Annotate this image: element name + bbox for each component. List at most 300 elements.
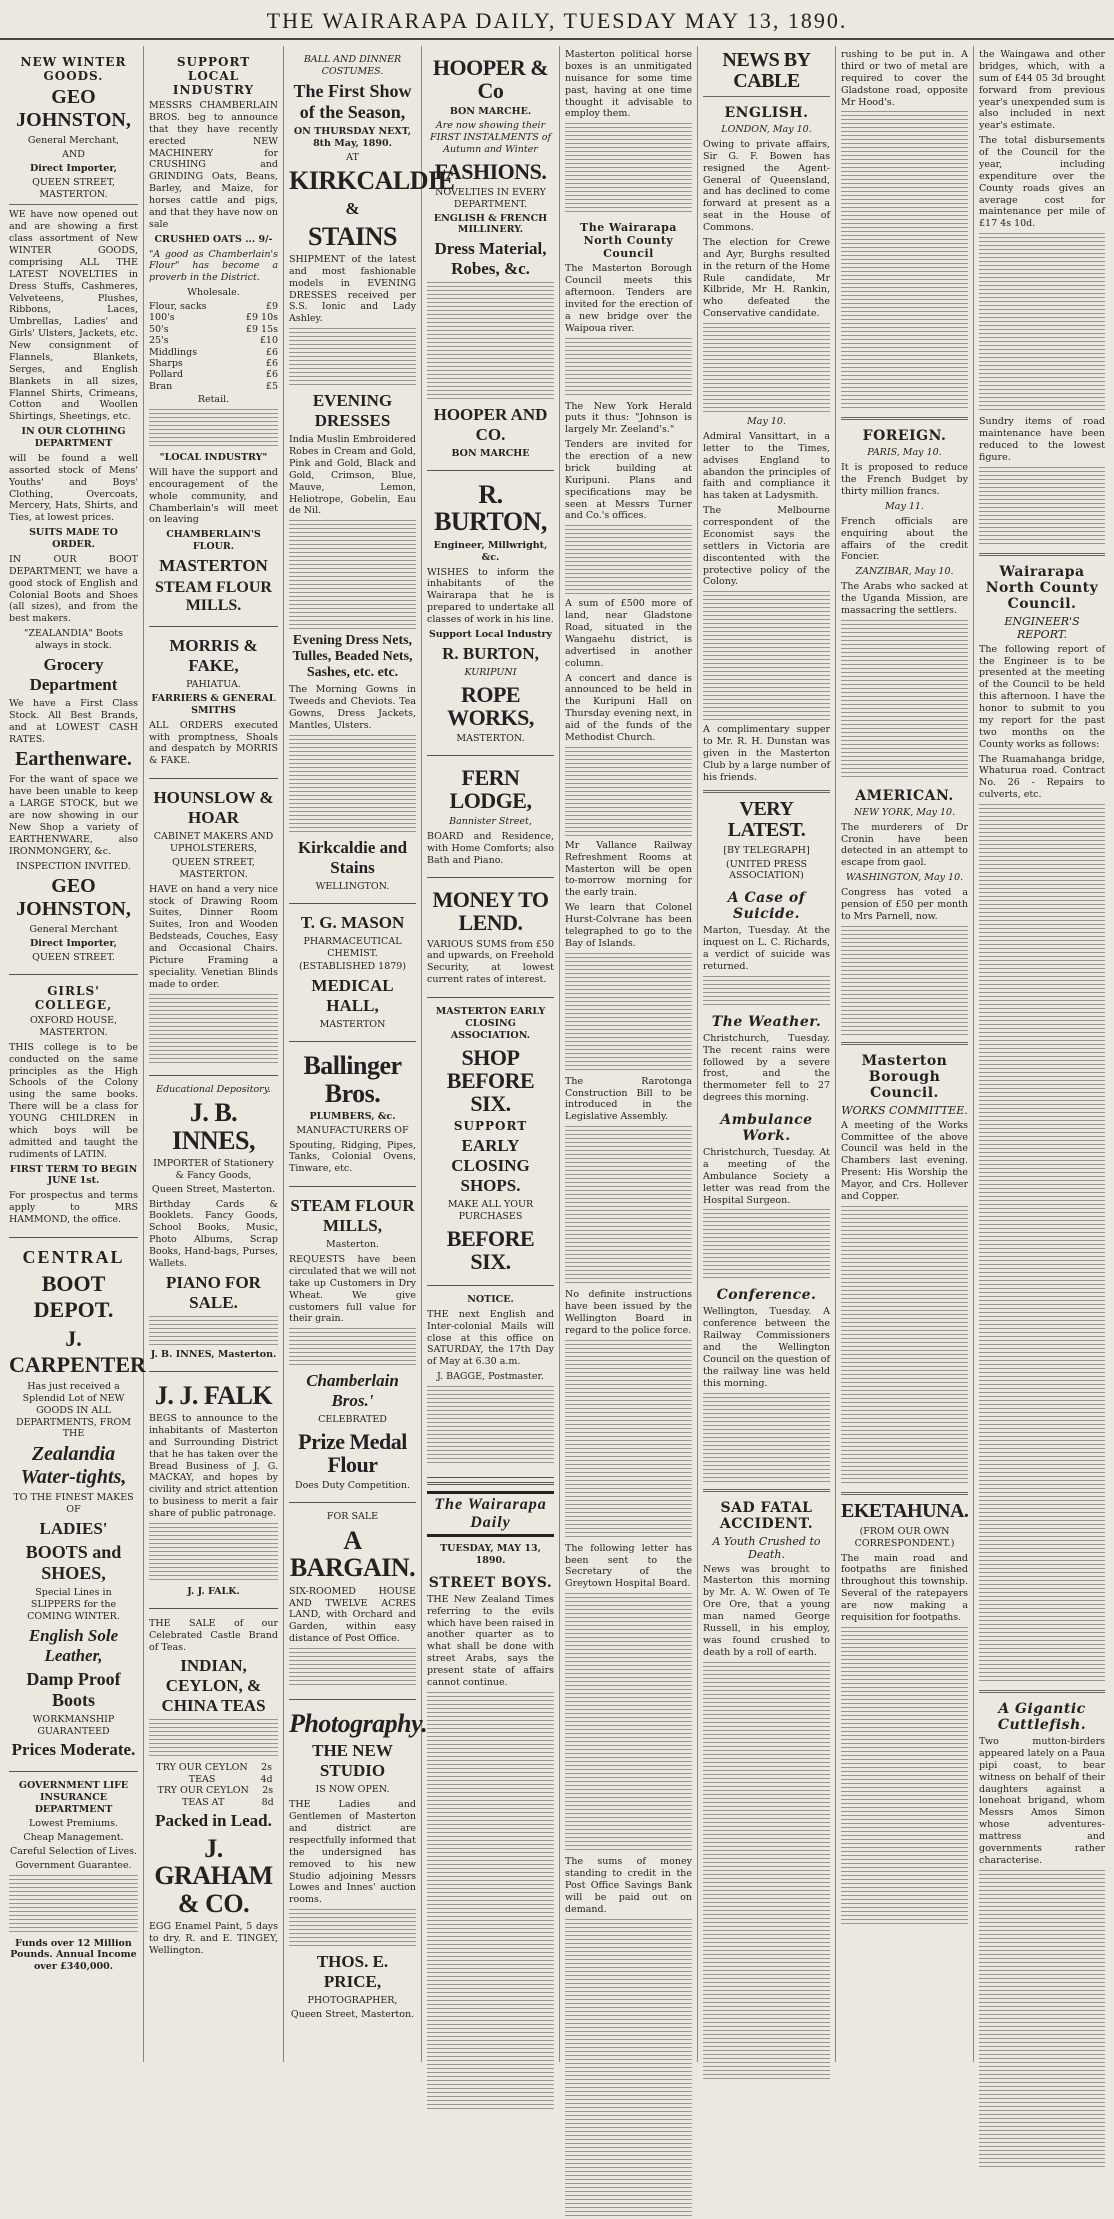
- kuripuni-line: KURIPUNI: [464, 666, 517, 678]
- geo-johnston-name-2: GEO JOHNSTON,: [16, 875, 131, 921]
- news-para: Tenders are invited for the erection of a new brick building at Kuripuni. Plans and specifications may be seen at Messrs Turner and Co.'s offices.: [565, 439, 692, 522]
- fern-lodge-heading: FERN LODGE,: [449, 764, 532, 813]
- dateline: PARIS, May 10.: [867, 447, 942, 459]
- fern-text: BOARD and Residence, with Home Comforts; also Bath and Piano.: [427, 830, 554, 866]
- kirkcaldie-advert: [289, 46, 455, 904]
- hounslow-hoar-advert: [149, 779, 278, 1075]
- established-line: (ESTABLISHED 1879): [298, 961, 407, 973]
- cable-para: The election for Crewe and Ayr, Burghs resulted in the return of the Home Rule candidate, Mr Kilbride, Mr H. Rankin, who defeated the Conservative candidate.: [703, 236, 830, 320]
- prospectus-line: For prospectus and terms apply to MRS HAMMOND, the office.: [9, 1190, 138, 1225]
- news-by-cable-heading: NEWS BY CABLE: [722, 49, 811, 92]
- flour-price-row: [149, 324, 278, 335]
- flour-price-label: Pollard: [149, 369, 184, 381]
- dateline: WASHINGTON, May 10.: [845, 872, 964, 884]
- novelties-line: NOVELTIES IN EVERY DEPARTMENT.: [435, 186, 546, 210]
- news-para: Masterton political horse boxes is an unmitigated nuisance for some time past, having at one time thought it advisable to employ them.: [565, 49, 692, 120]
- role-direct-importer: Direct Importer,: [30, 162, 117, 174]
- innes-text: Birthday Cards & Booklets. Fancy Goods, School Books, Music, Photo Albums, Scrap Books, Hand-bags, Purses, Wallets.: [149, 1198, 278, 1269]
- show-date: ON THURSDAY NEXT, 8th May, 1890.: [293, 125, 412, 149]
- price-heading: THOS. E. PRICE,: [316, 1952, 389, 1992]
- dateline: NEW YORK, May 10.: [853, 806, 956, 818]
- falk-sign: J. J. FALK.: [187, 1585, 240, 1597]
- column-1: [4, 46, 144, 2062]
- editorial-body: [427, 1692, 554, 2112]
- hooper-heading-2: HOOPER AND CO.: [433, 405, 548, 445]
- foreign-para: It is proposed to reduce the French Budget by thirty million francs.: [841, 462, 968, 497]
- support-heading: SUPPORT LOCAL INDUSTRY: [172, 55, 255, 97]
- flour-price-label: 25's: [149, 335, 169, 347]
- morris-text: ALL ORDERS executed with promptness, Shoals and despatch by MORRIS & FAKE.: [149, 719, 278, 767]
- geo-johnston-advert: [9, 46, 138, 975]
- borough-council-heading: Masterton Borough Council.: [861, 1052, 948, 1101]
- piano-fine-print: [149, 1316, 278, 1346]
- hounslow-text: HAVE on hand a very nice stock of Drawing Room Suites, Dinner Room Suites, Iron and Wooden Bedsteads, Couches, Easy and Occasional Chairs. Picture Framing a speciality. Venetian Blinds made to order.: [149, 883, 278, 990]
- new-winter-goods-heading: NEW WINTER GOODS.: [20, 55, 127, 83]
- steam-flour-heading: STEAM FLOUR MILLS,: [290, 1196, 415, 1236]
- crushed-oats-line: CRUSHED OATS ... 9/-: [154, 233, 273, 245]
- continued-para: The total disbursements of the Council for the year, including expenditure over the County roads gives an average cost for maintenance per mile of £17 4s 10d.: [979, 135, 1105, 230]
- continued-body: [979, 467, 1105, 547]
- gowns-fine-print: [289, 735, 416, 835]
- news-para: Mr Vallance Railway Refreshment Rooms at Masterton will be open to-morrow morning for the early train.: [565, 839, 692, 899]
- kirkcaldie-stains-2: Kirkcaldie and Stains: [297, 837, 408, 877]
- prize-medal-heading: Prize Medal Flour: [298, 1429, 407, 1478]
- notice-heading: NOTICE.: [467, 1293, 514, 1305]
- graham-heading: J. GRAHAM & CO.: [154, 1833, 273, 1918]
- rope-works-heading: ROPE WORKS,: [447, 681, 534, 730]
- flour-price-price: £6: [265, 357, 278, 369]
- morris-fake-heading: MORRIS & FAKE,: [169, 636, 258, 675]
- cable-para: A complimentary supper to Mr. R. H. Dunstan was given in the Masterton Club by a large number of his friends.: [703, 724, 830, 783]
- geo-johnston-name: GEO JOHNSTON,: [16, 86, 131, 131]
- engineer-text: The following report of the Engineer is to be presented at the meeting of the Council to be held this afternoon. I have the honor to submit to you my report for the past two months on the County works as follows:: [979, 643, 1105, 750]
- dateline: May 11.: [885, 500, 924, 512]
- price-address: Queen Street, Masterton.: [290, 2009, 415, 2021]
- gov-item: Careful Selection of Lives.: [9, 1845, 138, 1857]
- divider: [703, 790, 830, 793]
- conference-heading: Conference.: [716, 1287, 817, 1304]
- fancy-nets: Evening Dress Nets, Tulles, Beaded Nets, Sashes, etc. etc.: [292, 633, 413, 681]
- steam-text: REQUESTS have been circulated that we will not take up Customers in Dry Wheat. We give customers full value for their grain.: [289, 1254, 416, 1325]
- falk-text: BEGS to announce to the inhabitants of Masterton and Surrounding District that he has taken over the Bread Business of J. G. MACKAY, and hopes by civility and strict attention to business to merit a fair share of public patronage.: [149, 1413, 278, 1520]
- falk-heading: J. J. FALK: [154, 1380, 273, 1410]
- news-para: The sums of money standing to credit in the Post Office Savings Bank will be paid out on demand.: [565, 1856, 692, 1915]
- conference-body: [703, 1393, 830, 1483]
- celebrated-line: CELEBRATED: [318, 1414, 387, 1426]
- bagge-sign: J. BAGGE, Postmaster.: [436, 1371, 545, 1383]
- inspection-line: INSPECTION INVITED.: [16, 860, 131, 872]
- pharm-line: PHARMACEUTICAL CHEMIST.: [303, 935, 402, 959]
- tea-price-price: 2s 8d: [261, 1785, 274, 1808]
- edu-depository: Educational Depository.: [156, 1083, 271, 1095]
- first-show-heading: The First Show of the Season,: [293, 80, 412, 122]
- engineer-report-heading: ENGINEER'S REPORT.: [1004, 614, 1080, 641]
- suicide-text: Marton, Tuesday. At the inquest on L. C. Richards, a verdict of suicide was returned.: [703, 925, 830, 972]
- flour-price-row: [149, 381, 278, 392]
- local-text: Will have the support and encouragement of the whole community, and Chamberlain's will meet on leaving: [149, 466, 278, 526]
- kirkcaldie-text: SHIPMENT of the latest and most fashionable models in EVENING DRESSES received per S.S. Ionic and Lady Ashley.: [289, 253, 416, 325]
- gov-item: Lowest Premiums.: [28, 1818, 119, 1829]
- column-5: [560, 46, 698, 2062]
- gov-item: Cheap Management.: [23, 1831, 124, 1843]
- foreign-para: The Arabs who sacked at the Uganda Mission, are massacring the settlers.: [841, 581, 968, 616]
- divider: [841, 1492, 968, 1495]
- suicide-body: [703, 976, 830, 1006]
- cuttlefish-body: [979, 1870, 1105, 2170]
- prices-moderate: Prices Moderate.: [11, 1740, 136, 1760]
- news-para: No definite instructions have been issued by the Wellington Board in regard to the police force.: [565, 1289, 692, 1336]
- flour-price-price: £9 15s: [245, 323, 278, 335]
- morning-gowns: The Morning Gowns in Tweeds and Cheviots. Tea Gowns, Dress Jackets, Mantles, Ulsters.: [289, 684, 416, 731]
- notice-fine-print: [427, 1386, 554, 1466]
- hooper-fine-print: [427, 282, 554, 402]
- street-boys-heading: STREET BOYS.: [428, 1574, 553, 1591]
- first-term-line: FIRST TERM TO BEGIN JUNE 1st.: [9, 1163, 138, 1187]
- hounslow-address: QUEEN STREET, MASTERTON.: [172, 856, 255, 880]
- foreign-para: French officials are enquiring about the affairs of the credit Foncier.: [841, 515, 968, 563]
- early-closing-assoc: MASTERTON EARLY CLOSING ASSOCIATION.: [435, 1006, 546, 1041]
- boot-text: IN OUR BOOT DEPARTMENT, we have a good stock of English and Colonial Boots and Shoes (all sizes), and from the best makers.: [9, 553, 138, 625]
- boots-shoes-heading: BOOTS and SHOES,: [25, 1542, 122, 1583]
- earthenware-text: For the want of space we have been unable to keep a LARGE STOCK, but we are now showing in our New Shop a variety of EARTHENWARE, also IRONMONGERY, &c.: [9, 774, 138, 857]
- fern-sub: Bannister Street,: [449, 815, 532, 827]
- divider: [979, 1690, 1105, 1693]
- now-open-line: IS NOW OPEN.: [315, 1784, 390, 1796]
- address-2: QUEEN STREET.: [32, 952, 115, 964]
- weather-heading: The Weather.: [711, 1013, 822, 1030]
- burton-text: WISHES to inform the inhabitants of the Wairarapa that he is prepared to undertake all classes of work in his line.: [427, 566, 554, 625]
- support-text: MESSRS CHAMBERLAIN BROS. beg to announce that they have recently erected NEW MACHINERY for CRUSHING and GRINDING Oats, Beans, Barley, and Maize, for horses cattle and pigs, and that they have now on sale: [149, 100, 278, 230]
- falk-advert: [149, 1372, 278, 1609]
- tingey-text: EGG Enamel Paint, 5 days to dry. R. and E. TINGEY, Wellington.: [149, 1920, 278, 1956]
- fine-print: [9, 1875, 138, 1935]
- gov-item: Government Guarantee.: [15, 1859, 132, 1871]
- news-para: The New York Herald puts it thus: "Johnson is largely Mr. Zeeland's.": [565, 400, 692, 436]
- tea-price-label: TRY OUR CEYLON TEAS: [156, 1762, 248, 1785]
- hounslow-heading: HOUNSLOW & HOAR: [153, 788, 274, 828]
- county-council-heading: The Wairarapa North County Council: [580, 221, 677, 261]
- works-text: A meeting of the Works Committee of the above Council was held in the Chambers last evening. Present: His Worship the Mayor, and Crs. Hollever and Copper.: [841, 1119, 968, 1202]
- bargain-heading: A BARGAIN.: [289, 1526, 416, 1583]
- column-3: [284, 46, 455, 2062]
- zealandia-watertights: Zealandia Water-tights,: [20, 1443, 127, 1489]
- burton-heading: R. BURTON,: [434, 480, 547, 537]
- central-boot-depot-advert: [9, 1238, 146, 1773]
- editorial-date: TUESDAY, MAY 13, 1890.: [440, 1543, 541, 1566]
- at-line: AT: [346, 151, 359, 163]
- ballinger-advert: [289, 1042, 416, 1187]
- address-line: QUEEN STREET, MASTERTON.: [32, 176, 115, 200]
- continued-para: the Waingawa and other bridges, which, with a sum of £44 05 3d brought forward from previous year's unexpended sum is also included in next year's estimate.: [979, 49, 1105, 132]
- farriers-line: FARRIERS & GENERAL SMITHS: [151, 692, 276, 716]
- united-press: (UNITED PRESS ASSOCIATION): [725, 858, 807, 882]
- youth-crushed-heading: A Youth Crushed to Death.: [712, 1534, 821, 1561]
- flour-price-row: [149, 358, 278, 369]
- american-heading: AMERICAN.: [855, 787, 954, 804]
- millinery-line: ENGLISH & FRENCH MILLINERY.: [433, 212, 548, 236]
- continued-body: [979, 233, 1105, 413]
- cable-para: Admiral Vansittart, in a letter to the Times, advises England to abandon the principles of faith and compliance it has taken at Ladysmith.: [703, 430, 830, 502]
- news-para: The Rarotonga Construction Bill to be introduced in the Legislative Assembly.: [565, 1075, 692, 1123]
- shop-before-six: SHOP BEFORE SIX.: [446, 1044, 535, 1116]
- manu-line: MANUFACTURERS OF: [296, 1124, 409, 1136]
- news-body: [565, 1340, 692, 1540]
- ambulance-body: [703, 1209, 830, 1279]
- burton-heading-2: R. BURTON,: [442, 643, 539, 663]
- clothing-heading: IN OUR CLOTHING DEPARTMENT: [21, 426, 126, 449]
- tea-fine-print: [149, 1719, 278, 1759]
- weather-text: Christchurch, Tuesday. The recent rains were followed by a severe frost, and the thermometer fell to 27 degrees this morning.: [703, 1032, 830, 1104]
- tea-price-label: TRY OUR CEYLON TEAS AT: [157, 1785, 249, 1808]
- kirk-fine-print: [289, 328, 416, 388]
- plumbers-line: PLUMBERS, &c.: [309, 1110, 396, 1122]
- bargain-advert: [289, 1503, 416, 1700]
- masterton-line: MASTERTON: [319, 1019, 386, 1031]
- notice-text: THE next English and Inter-colonial Mails will close at this office on SATURDAY, the 17th Day of May at 6.30 a.m.: [427, 1308, 554, 1368]
- flour-price-label: 100's: [149, 312, 175, 324]
- does-duty-line: Does Duty Competition.: [294, 1480, 411, 1492]
- street-boys-text: THE New Zealand Times referring to the evils which have been raised in another quarter as to what shall be done with street Arabs, says the present state of affairs cannot continue.: [427, 1593, 554, 1688]
- news-para: We learn that Colonel Hurst-Colvrane has been telegraphed to go to the Bay of Islands.: [565, 902, 692, 949]
- piano-heading: PIANO FOR SALE.: [166, 1272, 261, 1312]
- chamberlain-flour-line: CHAMBERLAIN'S FLOUR.: [166, 529, 261, 553]
- grocery-text: We have a First Class Stock. All Best Brands, and at LOWEST CASH RATES.: [9, 697, 138, 745]
- cable-body: [703, 323, 830, 413]
- accident-text: News was brought to Masterton this morning by Mr. A. W. Owen of Te Ore Ore, that a young man named George Russell, in his employ, was found crushed to death by a roll of earth.: [703, 1563, 830, 1658]
- role-line: General Merchant,: [27, 135, 120, 146]
- money-advert: [427, 878, 554, 998]
- american-para: The murderers of Dr Cronin have been detected in an attempt to escape from gaol.: [841, 821, 968, 869]
- divider: [9, 204, 138, 205]
- tea-price-row: [149, 1785, 278, 1808]
- innes-advert: [149, 1076, 278, 1372]
- columns: [4, 46, 1110, 2062]
- flour-price-label: Flour, sacks: [149, 301, 207, 312]
- news-para: The Masterton Borough Council meets this afternoon. Tenders are invited for the erection of a new bridge over the Waipoua river.: [565, 263, 692, 334]
- column-2: [144, 46, 284, 2062]
- ambulance-text: Christchurch, Tuesday. At a meeting of the Ambulance Society a letter was read from the Hospital Surgeon.: [703, 1147, 830, 1206]
- stains-heading: STAINS: [307, 221, 397, 251]
- mason-advert: [289, 904, 416, 1043]
- support-line: Support Local Industry: [428, 628, 553, 640]
- american-body: [841, 926, 968, 1036]
- eketahuna-heading: EKETAHUNA.: [841, 1499, 969, 1522]
- steam-flour-advert: [289, 1187, 416, 1503]
- divider: [841, 1042, 968, 1045]
- teas-heading: INDIAN, CEYLON, & CHINA TEAS: [161, 1656, 266, 1716]
- flour-price-label: Sharps: [149, 357, 183, 369]
- proverb-quote: "A good as Chamberlain's Flour" has become a proverb in the District.: [149, 248, 278, 284]
- editorial-section: [427, 1482, 554, 2112]
- by-telegraph: [BY TELEGRAPH]: [723, 844, 810, 856]
- carpenter-heading: J. CARPENTER: [9, 1325, 146, 1377]
- pahiatua-line: PAHIATUA.: [186, 679, 241, 690]
- dress-material-heading: Dress Material, Robes, &c.: [434, 239, 547, 279]
- flour-price-price: £5: [265, 380, 278, 392]
- support-local-industry-advert: [149, 46, 278, 627]
- innes-address: Queen Street, Masterton.: [151, 1183, 276, 1195]
- workmanship-line: WORKMANSHIP GUARANTEED: [32, 1713, 115, 1737]
- news-body: [565, 123, 692, 213]
- ball-costumes: BALL AND DINNER COSTUMES.: [303, 54, 402, 77]
- photography-heading: Photography.: [289, 1709, 428, 1739]
- local-industry-heading: "LOCAL INDUSTRY": [159, 452, 268, 463]
- tea-price-table: [149, 1762, 278, 1808]
- wairarapa-daily-nameplate: The Wairarapa Daily: [427, 1491, 554, 1537]
- divider: [703, 96, 830, 97]
- money-text: VARIOUS SUMS from £50 and upwards, on Freehold Security, at lowest current rates of interest.: [427, 938, 555, 986]
- column-6: [698, 46, 836, 2062]
- carpenter-text: Has just received a Splendid Lot of NEW GOODS IN ALL DEPARTMENTS, FROM THE: [15, 1380, 132, 1440]
- bon-marche-line: BON MARCHE.: [449, 106, 532, 118]
- fashions-heading: FASHIONS.: [434, 158, 547, 184]
- girls-college-sub: OXFORD HOUSE, MASTERTON.: [29, 1015, 118, 1038]
- evening-fine-print: [289, 520, 416, 630]
- burton-advert: [427, 471, 554, 756]
- flour-price-price: £6: [265, 346, 278, 358]
- flour-price-label: 50's: [149, 323, 169, 335]
- accident-body: [703, 1662, 830, 2082]
- earthenware-heading: Earthenware.: [15, 748, 132, 771]
- innes-sign: J. B. INNES, Masterton.: [150, 1348, 277, 1360]
- innes-sub: IMPORTER of Stationery & Fancy Goods,: [153, 1157, 274, 1181]
- tea-price-price: 2s 4d: [260, 1762, 273, 1785]
- continued-body: [841, 111, 968, 411]
- column-7: [836, 46, 974, 2062]
- photography-advert: [289, 1700, 428, 2031]
- sad-accident-heading: SAD FATAL ACCIDENT.: [719, 1499, 814, 1532]
- cable-para: The Melbourne correspondent of the Economist says the settlers in Victoria are discontented with the protective policy of the Colony.: [703, 505, 830, 588]
- wairarapa-north-heading: Wairarapa North County Council.: [985, 563, 1099, 612]
- flour-price-label: Bran: [149, 380, 173, 392]
- photographer-line: PHOTOGRAPHER,: [307, 1995, 398, 2007]
- clothing-text: will be found a well assorted stock of Mens' Youths' and Boys' Clothing, Overcoats, Mercery, Hats, Shirts, and Ties, at lowest prices.: [9, 452, 138, 524]
- american-para: Congress has voted a pension of £50 per month to Mrs Parnell, now.: [841, 887, 968, 922]
- zealandia-line: "ZEALANDIA" Boots always in stock.: [24, 628, 123, 651]
- damp-proof-heading: Damp Proof Boots: [26, 1668, 121, 1710]
- new-studio-heading: THE NEW STUDIO: [312, 1741, 393, 1781]
- wholesale-heading: Wholesale.: [187, 287, 240, 299]
- flour-price-row: [149, 347, 278, 358]
- cuttlefish-heading: A Gigantic Cuttlefish.: [997, 1701, 1087, 1733]
- tea-price-row: [149, 1762, 278, 1785]
- dateline: May 10.: [747, 416, 786, 427]
- column-4: [422, 46, 560, 2062]
- studio-fine-print: [289, 1909, 416, 1949]
- chamberlain-heading: Chamberlain Bros.': [306, 1371, 399, 1411]
- role-and: AND: [62, 148, 85, 160]
- flour-price-price: £9 10s: [245, 312, 278, 324]
- works-committee-heading: WORKS COMMITTEE.: [841, 1103, 968, 1117]
- boot-depot-heading: BOOT DEPOT.: [33, 1270, 114, 1322]
- engineer-body: [979, 804, 1105, 1684]
- steam-sub: Masterton.: [326, 1239, 379, 1251]
- sole-leather-heading: English Sole Leather,: [28, 1625, 119, 1665]
- continued-para: rushing to be put in. A third or two of metal are required to cover the Gladstone road, opposite Mr Hood's.: [841, 49, 968, 108]
- flour-price-label: Middlings: [149, 346, 198, 358]
- gov-insurance-advert: [9, 1772, 138, 1983]
- hooper-text: Are now showing their FIRST INSTALMENTS of Autumn and Winter: [430, 120, 551, 155]
- foreign-body: [841, 620, 968, 780]
- college-text: THIS college is to be conducted on the same principles as the High Schools of the Colony using the same books. There will be a class for YOUNG CHILDREN in which boys will be admitted and taught the rudiments of LATIN.: [9, 1041, 138, 1160]
- flour-price-row: [149, 301, 278, 312]
- flour-price-price: £6: [265, 369, 278, 381]
- morris-fake-advert: [149, 627, 278, 779]
- eketahuna-body: [841, 1627, 968, 1927]
- girls-college-advert: [9, 975, 138, 1238]
- masthead: THE WAIRARAPA DAILY, TUESDAY MAY 13, 1890.: [0, 4, 1114, 40]
- evening-text: India Muslin Embroidered Robes in Cream and Gold, Pink and Gold, Black and Gold, Crimson, Blue, Mauve, Lemon, Heliotrope, Gobelin, Eau de Nil.: [289, 434, 416, 517]
- make-all-line: MAKE ALL YOUR PURCHASES: [447, 1198, 534, 1222]
- role-direct-importer-2: Direct Importer,: [30, 938, 117, 950]
- english-heading: ENGLISH.: [724, 105, 809, 121]
- news-body: [565, 747, 692, 837]
- falk-fine-print: [149, 1523, 278, 1583]
- news-para: A sum of £500 more of land, near Gladstone Road, situated in the Wangaehu district, is advertised in another column.: [565, 598, 692, 669]
- divider: [703, 1489, 830, 1492]
- conference-text: Wellington, Tuesday. A conference between the Railway Commissioners and the Wellington Council on the question of the railway line was held this morning.: [703, 1306, 830, 1389]
- bon-marche-line-2: BON MARCHE: [451, 448, 530, 460]
- ladies-heading: LADIES': [39, 1519, 108, 1538]
- own-correspondent: (FROM OUR OWN CORRESPONDENT.): [854, 1525, 955, 1549]
- opening-text: WE have now opened out and are showing a first class assortment of New WINTER GOODS, comprising ALL THE LATEST NOVELTIES in Dress Stuffs, Cashmeres, Velveteens, Plushes, Ribbons, Laces, Umbrellas, Ladies' and Girls' Ulsters, Jackets, etc. New consignment of Flannels, Blankets, Serges, and English Blankets in all sizes, Flannel Shirts, Crimeans, Cotton and Woollen Shirtings, Sheetings, etc.: [9, 209, 138, 423]
- kirkcaldie-heading: KIRKCALDIE: [289, 166, 455, 196]
- divider: [979, 553, 1105, 556]
- engineer-para: The Ruamahanga bridge, Whaturua road. Contract No. 26 - Repairs to culverts, etc.: [979, 753, 1105, 801]
- news-para: A concert and dance is announced to be held in the Kuripuni Hall on Thursday evening next, in aid of the funds of the Methodist Church.: [565, 672, 692, 743]
- tea-advert: [149, 1609, 278, 1968]
- masterton-line: MASTERTON.: [456, 732, 525, 744]
- hooper-advert: [427, 46, 554, 471]
- girls-college-title: GIRLS' COLLEGE,: [34, 984, 113, 1012]
- gov-insurance-heading: GOVERNMENT LIFE INSURANCE DEPARTMENT: [18, 1780, 129, 1816]
- early-closing-shops: EARLY CLOSING SHOPS.: [451, 1135, 530, 1195]
- tea-text: THE SALE of our Celebrated Castle Brand of Teas.: [149, 1617, 278, 1653]
- very-latest-heading: VERY LATEST.: [727, 797, 806, 841]
- grocery-heading: Grocery Department: [29, 654, 118, 694]
- flour-price-price: £10: [259, 335, 278, 347]
- central-heading: CENTRAL: [22, 1246, 125, 1267]
- works-body: [841, 1206, 968, 1486]
- money-heading: MONEY TO LEND.: [432, 887, 549, 936]
- packed-line: Packed in Lead.: [155, 1810, 272, 1830]
- hounslow-fine-print: [149, 994, 278, 1064]
- ballinger-heading: Ballinger Bros.: [303, 1051, 402, 1108]
- flour-price-row: [149, 335, 278, 346]
- ambulance-heading: Ambulance Work.: [720, 1112, 813, 1144]
- continued-para: Sundry items of road maintenance have been reduced to the lowest figure.: [979, 416, 1105, 463]
- eketahuna-text: The main road and footpaths are finished throughout this township. Several of the ratepayers are now making a requisition for footpaths.: [841, 1552, 968, 1623]
- news-body: [565, 1593, 692, 1853]
- burton-role: Engineer, Millwright, &c.: [433, 539, 548, 563]
- studio-text: THE Ladies and Gentlemen of Masterton and district are respectfully informed that the undersigned has removed to his new Studio adjoining Messrs Lowes and Innes' auction rooms.: [289, 1799, 416, 1906]
- cuttlefish-text: Two mutton-birders appeared lately on a Paua pipi coast, to bear witness on behalf of their daughters against a lonehoat brigand, whom Messrs Amos Simon whose adventures-mattress and governments rather characterise.: [979, 1736, 1105, 1866]
- suicide-heading: A Case of Suicide.: [727, 890, 806, 923]
- steam-fine-print: [289, 1328, 416, 1368]
- support-heading: SUPPORT: [453, 1118, 528, 1133]
- wellington-line: WELLINGTON.: [315, 880, 390, 892]
- flour-price-row: [149, 312, 278, 323]
- notice-advert: [427, 1286, 554, 1478]
- evening-dresses-heading: EVENING DRESSES: [312, 391, 393, 431]
- dateline: LONDON, May 10.: [721, 124, 812, 135]
- cable-para: Owing to private affairs, Sir G. F. Bowen has resigned the Agent-General of Queensland, and has declined to come forward at present as a seat in the House of Commons.: [703, 138, 830, 233]
- cable-body: [703, 591, 830, 721]
- for-sale-line: FOR SALE: [326, 1511, 379, 1523]
- column-8: [974, 46, 1110, 2062]
- gov-footer: Funds over 12 Million Pounds. Annual Income over £340,000.: [10, 1937, 137, 1973]
- carpenter-text-3: Special Lines in SLIPPERS for the COMING WINTER.: [27, 1587, 120, 1622]
